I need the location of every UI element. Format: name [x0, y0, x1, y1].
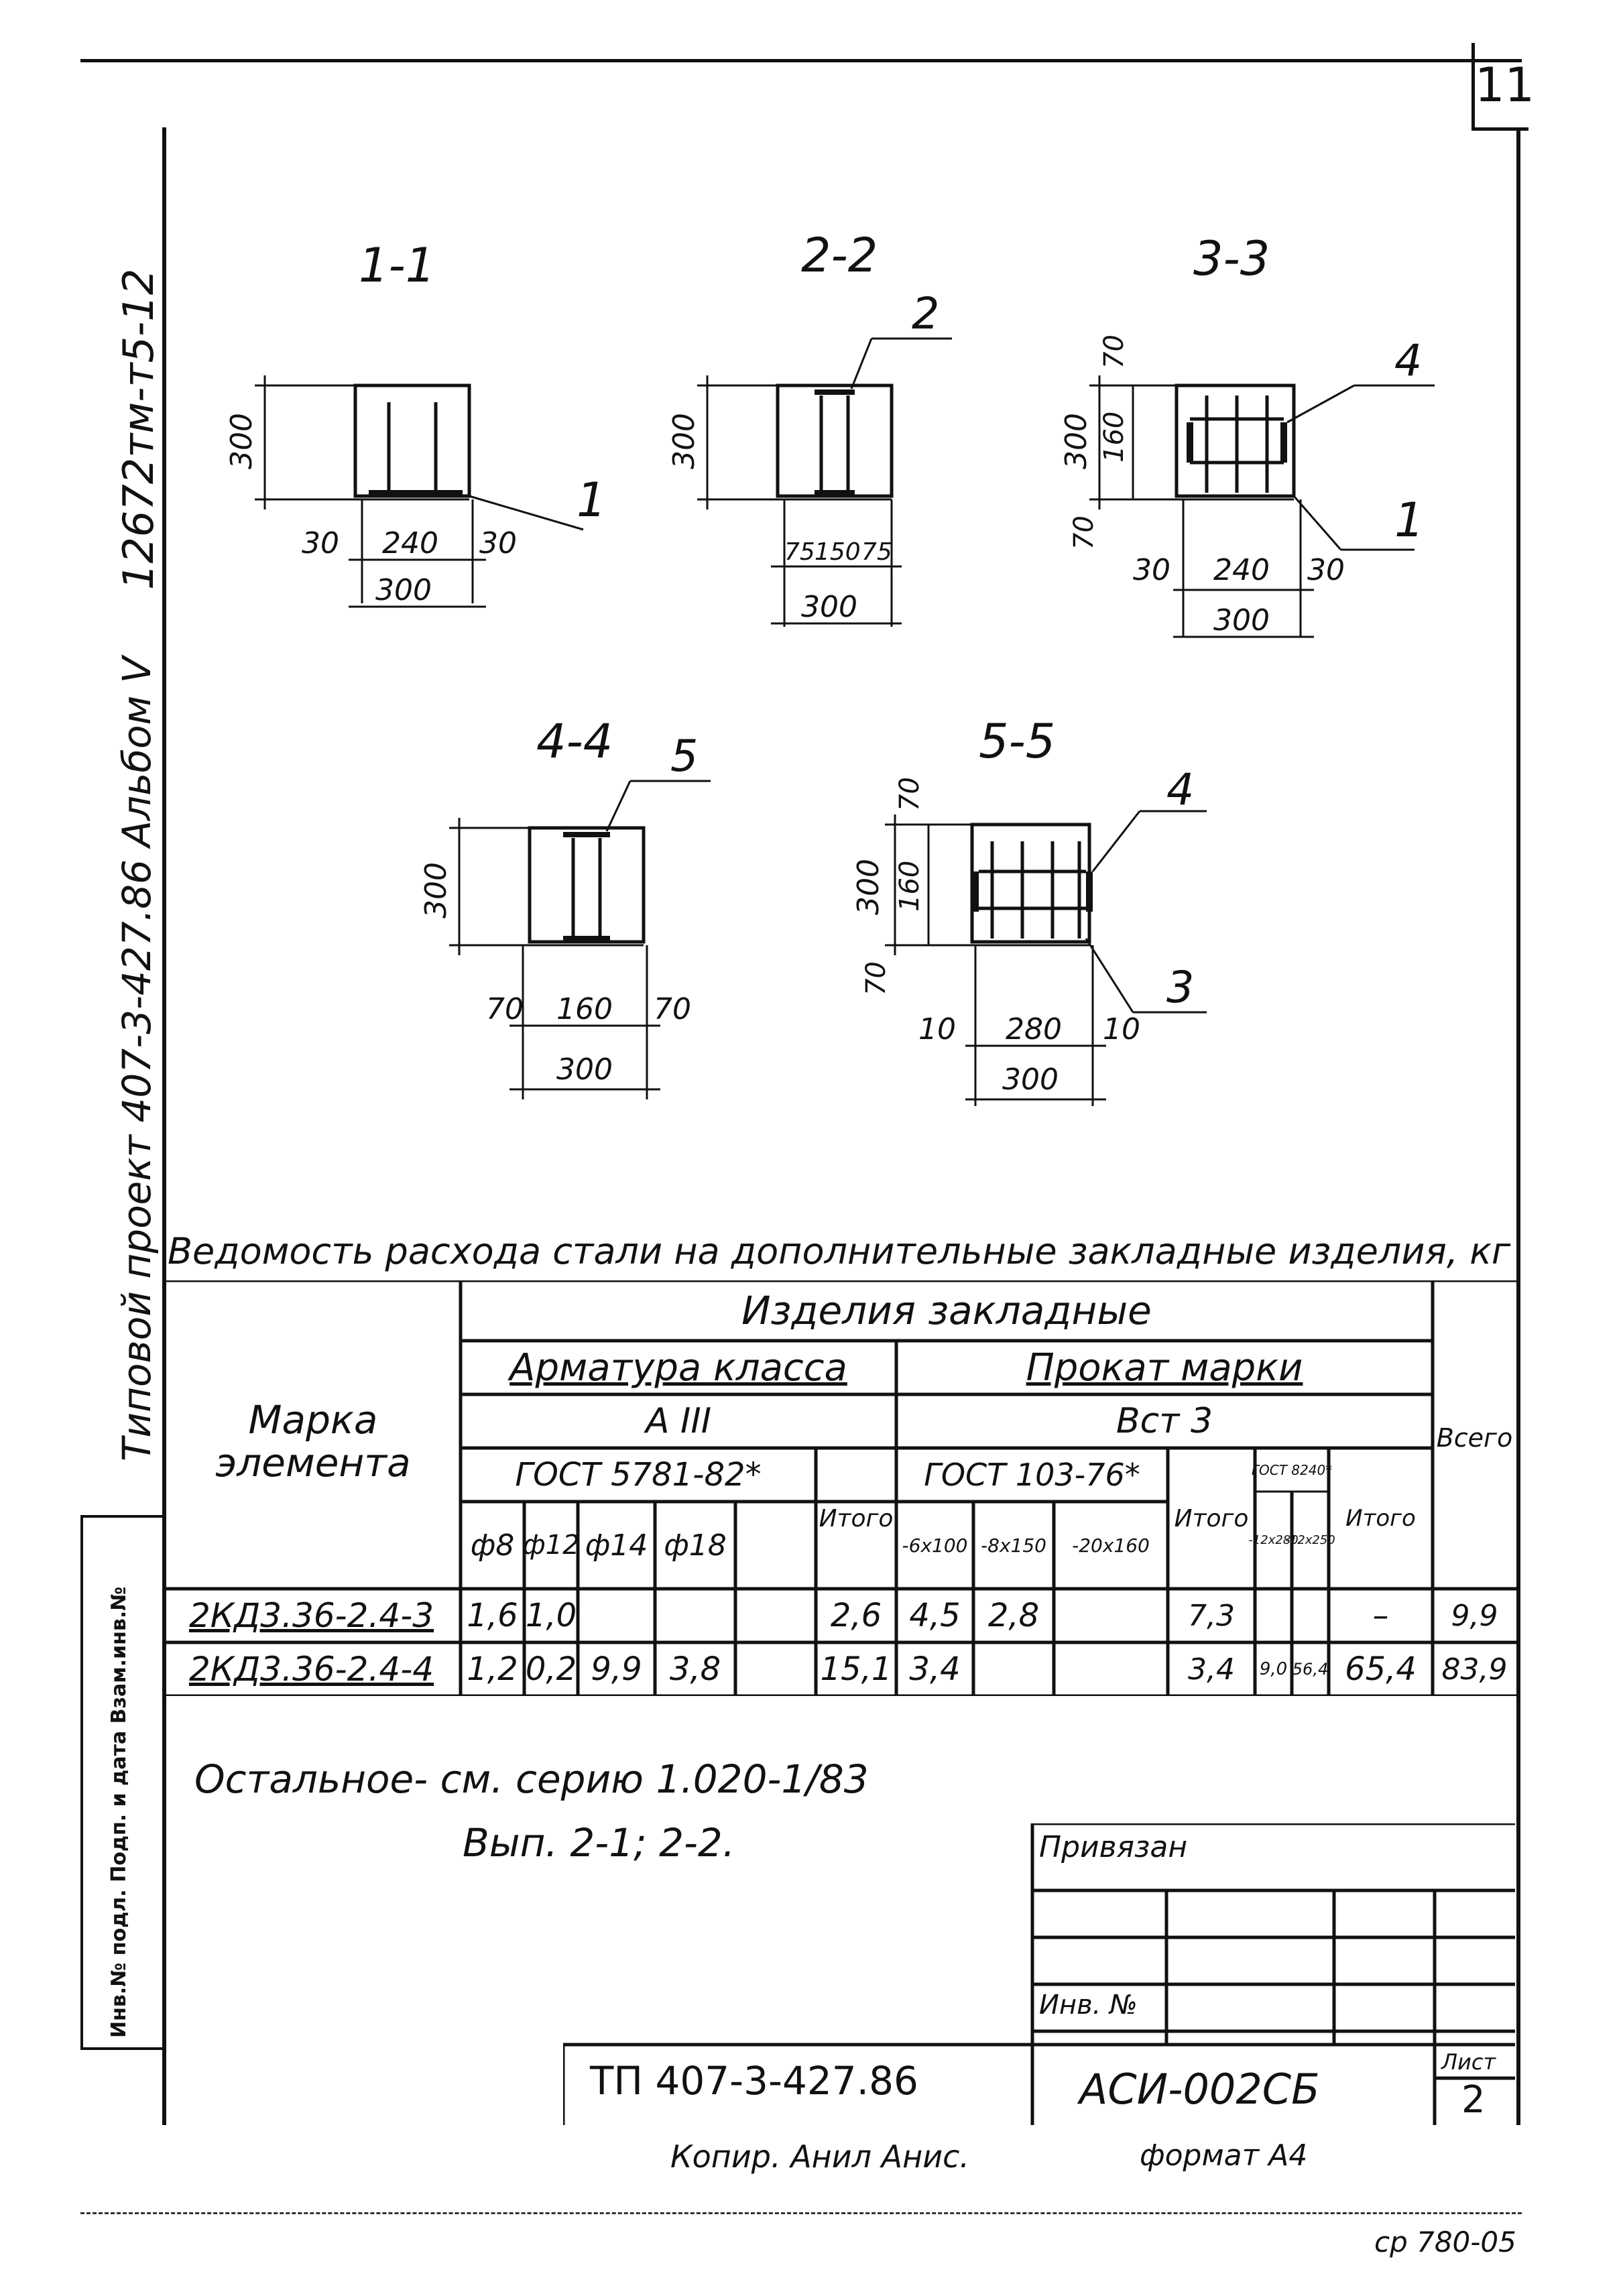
table-cell: 56,4	[1292, 1660, 1329, 1679]
table-cell	[1054, 1642, 1168, 1696]
table-cell: 2,8	[987, 1597, 1040, 1634]
footer-left: Копир. Анил Анис.	[670, 2138, 970, 2175]
dim: 300	[1002, 1063, 1059, 1097]
dim: 300	[375, 573, 432, 607]
table-cell	[1054, 1589, 1168, 1642]
callout: 3	[1166, 963, 1195, 1013]
dim: 70	[654, 992, 691, 1026]
dim: 30	[302, 526, 339, 560]
dim: 240	[1213, 553, 1270, 587]
prokat-col-2: -8х150	[981, 1534, 1046, 1557]
side-code: 12672тм-т5-12	[114, 268, 163, 590]
prokat-gost: ГОСТ 103-76*	[924, 1457, 1140, 1493]
dim: 10	[1103, 1012, 1140, 1046]
dim: 160	[894, 860, 925, 912]
callout: 4	[1166, 765, 1195, 815]
table-row-marka: 2КД3.36-2.4-4	[188, 1650, 434, 1689]
dim: 280	[1006, 1012, 1062, 1046]
stamp-doc: ТП 407-3-427.86	[590, 2058, 918, 2104]
dim: 160	[556, 992, 613, 1026]
bottom-line	[80, 2212, 1522, 2214]
prokat-title: Прокат марки	[1026, 1345, 1303, 1390]
table-cell: 9,0	[1259, 1659, 1288, 1679]
arm-itogo: Итого	[819, 1504, 894, 1532]
side-stamp-box	[80, 1515, 164, 2050]
arm-col-4: ф18	[664, 1528, 727, 1563]
dim: 70	[486, 992, 524, 1026]
table-cell: 4,5	[909, 1597, 961, 1634]
table-caption: Ведомость расхода стали на дополнительные закладные изделия, кг	[168, 1230, 1511, 1272]
callout: 1	[1394, 493, 1425, 548]
note-line-2: Вып. 2-1; 2-2.	[463, 1820, 735, 1866]
table-cell	[578, 1589, 655, 1642]
table-cell: 9,9	[591, 1650, 642, 1688]
corner-code: ср 780-05	[1374, 2226, 1516, 2258]
dim: 240	[382, 526, 438, 560]
steel-table	[162, 1280, 1516, 1696]
dim: 300	[851, 859, 886, 915]
table-cell: 2,6	[830, 1597, 882, 1634]
table-cell: 3,4	[1188, 1652, 1235, 1687]
dim: 300	[419, 862, 453, 918]
dim: 300	[225, 413, 259, 469]
dim: 30	[1307, 553, 1345, 587]
table-cell: 9,9	[1451, 1598, 1498, 1633]
prokat-itogo: Итого	[1174, 1504, 1249, 1532]
callout: 4	[1394, 336, 1423, 386]
page-number: 11	[1471, 43, 1528, 131]
gost2: ГОСТ 8240*	[1251, 1461, 1333, 1478]
dim: 300	[1213, 603, 1270, 638]
table-cell: –	[1372, 1597, 1389, 1634]
dim: 75	[784, 538, 815, 566]
arm-gost: ГОСТ 5781-82*	[515, 1456, 762, 1494]
table-cell: 3,4	[909, 1650, 961, 1688]
stamp-list-num: 2	[1461, 2078, 1486, 2122]
dim: 300	[556, 1052, 613, 1087]
section-label-4: 4-4	[536, 714, 613, 769]
table-cell: 0,2	[525, 1650, 577, 1688]
gost2-col-2: -12х250	[1285, 1533, 1335, 1547]
dim: 10	[918, 1012, 956, 1046]
table-cell: 7,3	[1188, 1598, 1235, 1633]
section-label-2: 2-2	[801, 228, 878, 283]
arm-title: Арматура класса	[509, 1345, 847, 1390]
side-stamp: Инв.№ подл. Подп. и дата Взам.инв.№	[107, 1586, 131, 2038]
prokat-mark: Вст 3	[1116, 1401, 1213, 1441]
table-cell: 83,9	[1441, 1652, 1508, 1687]
vsego: Всего	[1436, 1423, 1513, 1453]
dim: 160	[1099, 411, 1130, 463]
dim: 300	[801, 590, 857, 624]
dim: 30	[1133, 553, 1170, 587]
table-cell	[973, 1642, 1054, 1696]
dim: 70	[894, 777, 925, 811]
arm-col-1: ф8	[470, 1528, 515, 1563]
note-line-1: Остальное- см. серию 1.020-1/83	[194, 1756, 869, 1802]
table-cell	[1292, 1589, 1329, 1642]
arm-col-3: ф14	[585, 1528, 648, 1563]
table-cell: 1,6	[467, 1597, 518, 1634]
dim: 300	[1059, 413, 1093, 469]
dim: 70	[861, 961, 892, 995]
gost2-col-1: -12х280	[1248, 1533, 1299, 1547]
col-marka: Марка элемента	[215, 1397, 411, 1486]
table-cell: 1,0	[525, 1597, 577, 1634]
stamp-code: АСИ-002СБ	[1079, 2065, 1320, 2114]
table-cell: 15,1	[820, 1650, 892, 1688]
footer-right: формат А4	[1140, 2138, 1308, 2173]
table-cell	[1255, 1589, 1292, 1642]
section-label-5: 5-5	[979, 714, 1056, 769]
dim: 300	[667, 413, 701, 469]
prokat-col-3: -20х160	[1072, 1534, 1150, 1557]
prokat-col-1: -6х100	[902, 1534, 968, 1557]
gost2-itogo: Итого	[1345, 1505, 1416, 1532]
section-label-1: 1-1	[359, 238, 436, 293]
dim: 70	[1099, 335, 1130, 369]
table-cell: 3,8	[669, 1650, 721, 1688]
stamp-privyazan: Привязан	[1039, 1830, 1188, 1864]
table-cell	[655, 1589, 735, 1642]
dim: 30	[479, 526, 517, 560]
callout: 1	[577, 473, 607, 528]
table-row-marka: 2КД3.36-2.4-3	[188, 1596, 434, 1635]
arm-class: А III	[645, 1401, 712, 1441]
table-cell: 1,2	[467, 1650, 518, 1688]
section-label-3: 3-3	[1193, 231, 1270, 286]
callout: 5	[670, 731, 699, 782]
arm-col-2: ф12	[522, 1530, 580, 1561]
stamp-list-label: Лист	[1441, 2049, 1496, 2075]
dim: 150	[815, 538, 861, 566]
callout: 2	[912, 289, 940, 339]
table-cell: 65,4	[1345, 1650, 1417, 1688]
dim: 70	[1069, 516, 1099, 550]
stamp-inv: Инв. №	[1039, 1990, 1138, 2020]
group-title: Изделия закладные	[741, 1288, 1152, 1333]
side-title: Типовой проект 407-3-427.86 Альбом V	[114, 656, 160, 1461]
dim: 75	[861, 538, 892, 566]
